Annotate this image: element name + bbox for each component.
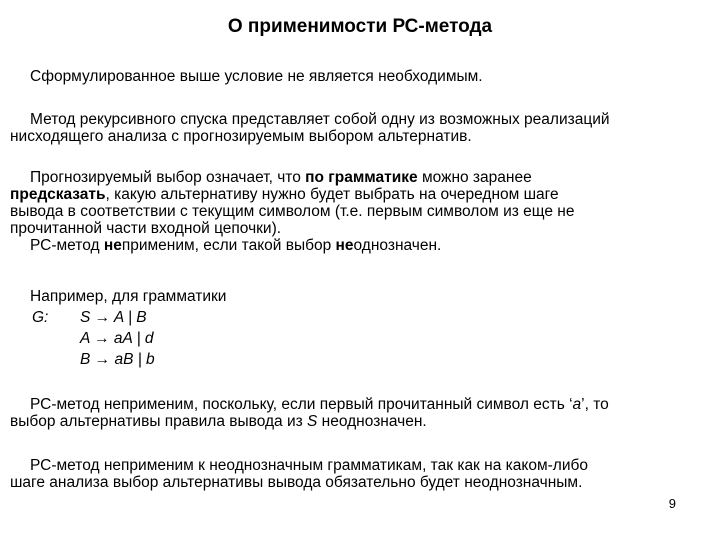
bold-text: по <box>305 169 324 186</box>
paragraph-line: Метод рекурсивного спуска представляет собой одну из возможных реализаций <box>30 111 610 128</box>
text-span: можно заранее <box>417 169 532 186</box>
paragraph-line <box>10 237 710 254</box>
paragraph-line <box>10 186 710 203</box>
paragraph-line: прочитанной части входной цепочки). <box>10 220 282 237</box>
text-span: , какую альтернативу нужно будет выбрать на очередном шаге <box>105 186 559 203</box>
bold-text: не <box>103 237 122 254</box>
paragraph-rd-method <box>10 111 710 145</box>
slide-title: О применимости РС-метода <box>227 16 493 37</box>
text-span: неоднозначен. <box>317 413 427 430</box>
paragraph-line: Например, для грамматики <box>30 288 227 305</box>
grammar-name: G: <box>32 309 49 326</box>
paragraph-line: Сформулированное выше условие не является необходимым. <box>30 68 483 85</box>
text-span: Прогнозируемый выбор означает, что <box>30 169 306 186</box>
text-span: РС-метод неприменим, поскольку, если первый прочитанный символ есть ‘ <box>30 396 573 413</box>
paragraph-predictive-choice <box>10 169 710 254</box>
bold-text: не <box>335 237 354 254</box>
text-span: однозначен. <box>353 237 442 254</box>
text-span: ’, то <box>581 396 609 413</box>
grammar-rule: A → aA | d <box>80 330 154 347</box>
paragraph-line: вывода в соответствии с текущим символом (т.е. первым символом из еще не <box>10 203 575 220</box>
paragraph-line: шаге анализа выбор альтернативы вывода обязательно будет неоднозначным. <box>10 474 583 491</box>
grammar-rule: B → aB | b <box>80 351 155 368</box>
text-span: выбор альтернативы правила вывода из <box>10 413 308 430</box>
bold-text: грамматике <box>328 169 418 186</box>
paragraph-line <box>10 413 710 430</box>
text-span: применим, если такой выбор <box>121 237 336 254</box>
text-span: РС-метод <box>30 237 104 254</box>
paragraph-line <box>10 396 710 413</box>
paragraph-not-applicable <box>10 396 710 430</box>
paragraph-line <box>10 169 710 186</box>
italic-text: a <box>572 396 582 413</box>
grammar-rule: S → A | B <box>80 309 147 326</box>
paragraph-condition <box>10 68 710 85</box>
paragraph-line: нисходящего анализа с прогнозируемым выбором альтернатив. <box>10 128 472 145</box>
page-number: 9 <box>668 496 676 511</box>
example-intro <box>10 288 710 305</box>
italic-text: S <box>307 413 318 430</box>
paragraph-line: РС-метод неприменим к неоднозначным грамматикам, так как на каком-либо <box>30 457 588 474</box>
bold-text: предсказать <box>10 186 106 203</box>
paragraph-ambiguous-grammars <box>10 457 710 491</box>
